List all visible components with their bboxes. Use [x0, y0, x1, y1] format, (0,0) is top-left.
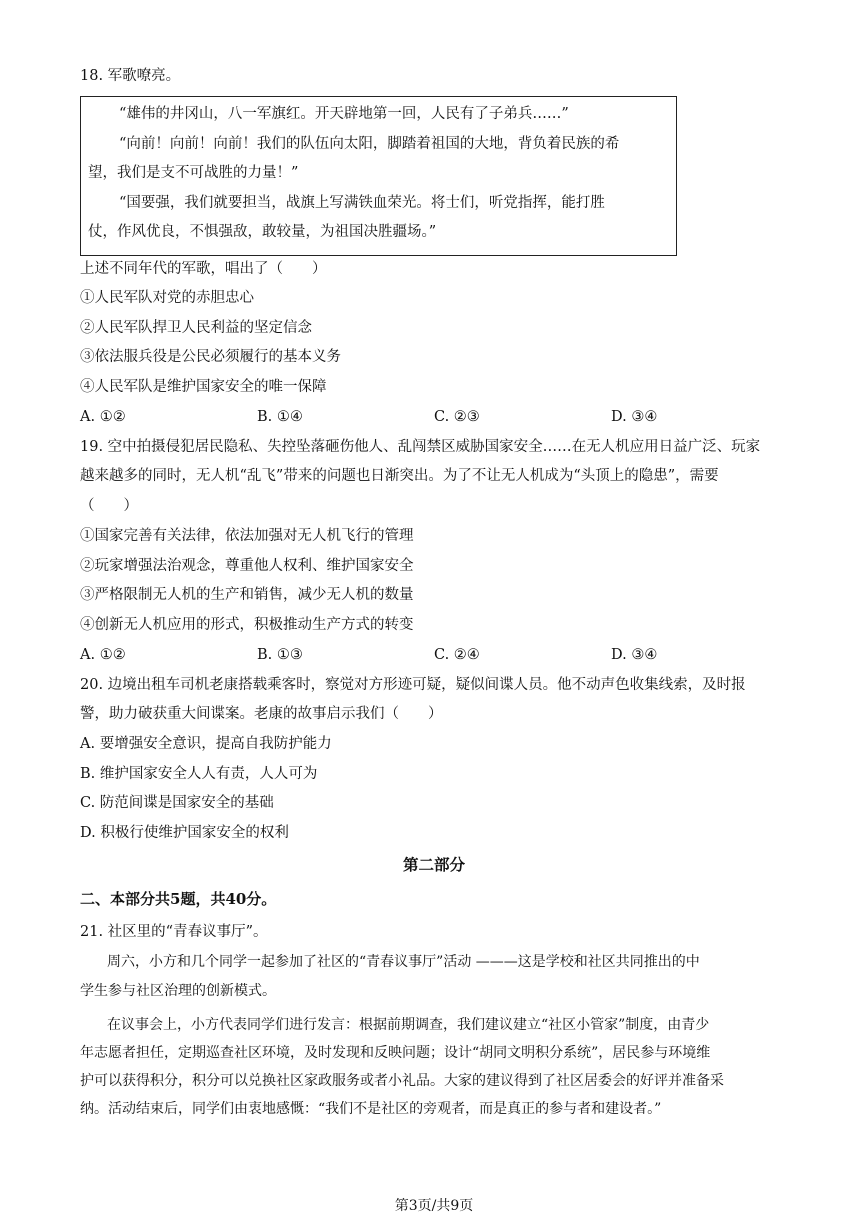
q19-statement-3: ③严格限制无人机的生产和销售，减少无人机的数量	[80, 587, 414, 603]
q18-lyric-3: 望，我们是支不可战胜的力量！”	[88, 165, 299, 181]
q21-para-line-6: 纳。活动结束后，同学们由衷地感慨：“我们不是社区的旁观者，而是真正的参与者和建设者。”	[80, 1101, 662, 1117]
q19-option-a: A. ①②	[80, 647, 126, 663]
q19-option-c: C. ②④	[434, 647, 480, 663]
q18-stem: 上述不同年代的军歌，唱出了（ ）	[80, 261, 327, 277]
q19-stem-line-2: 越来越多的同时，无人机“乱飞”带来的问题也日渐突出。为了不让无人机成为“头顶上的隐患”，需要	[80, 468, 719, 484]
q18-title: 18. 军歌嘹亮。	[80, 68, 181, 84]
q19-option-d: D. ③④	[611, 647, 658, 663]
part2-section-title: 二、本部分共5题，共40分。	[80, 890, 277, 908]
q19-statement-1: ①国家完善有关法律，依法加强对无人机飞行的管理	[80, 528, 414, 544]
q20-option-d: D. 积极行使维护国家安全的权利	[80, 825, 289, 841]
q19-option-b: B. ①③	[257, 647, 303, 663]
q18-lyric-5: 仗，作风优良，不惧强敌，敢较量，为祖国决胜疆场。”	[88, 224, 437, 240]
q18-statement-4: ④人民军队是维护国家安全的唯一保障	[80, 379, 327, 395]
q20-option-a: A. 要增强安全意识，提高自我防护能力	[80, 736, 332, 752]
q21-para-line-1: 周六，小方和几个同学一起参加了社区的“青春议事厅”活动 ———这是学校和社区共同推出的中	[107, 954, 700, 970]
q21-para-line-2: 学生参与社区治理的创新模式。	[80, 983, 276, 999]
q20-stem-line-2: 警，助力破获重大间谍案。老康的故事启示我们（ ）	[80, 706, 443, 722]
q18-option-a: A. ①②	[80, 409, 126, 425]
q20-option-b: B. 维护国家安全人人有责，人人可为	[80, 766, 318, 782]
q20-option-c: C. 防范间谍是国家安全的基础	[80, 795, 274, 811]
q18-option-b: B. ①④	[257, 409, 303, 425]
q18-lyric-1: “雄伟的井冈山，八一军旗红。开天辟地第一回，人民有了子弟兵……”	[119, 106, 569, 122]
q18-lyric-4: “国要强，我们就要担当，战旗上写满铁血荣光。将士们，听党指挥，能打胜	[119, 195, 605, 211]
q21-para-line-3: 在议事会上，小方代表同学们进行发言：根据前期调查，我们建议建立“社区小管家”制度，由青少	[107, 1017, 710, 1033]
page-footer: 第3页/共9页	[394, 1198, 474, 1214]
q21-title: 21. 社区里的“青春议事厅”。	[80, 924, 268, 940]
q19-statement-4: ④创新无人机应用的形式，积极推动生产方式的转变	[80, 617, 414, 633]
q18-lyric-2: “向前！向前！向前！我们的队伍向太阳，脚踏着祖国的大地，背负着民族的希	[119, 136, 620, 152]
q18-statement-2: ②人民军队捍卫人民利益的坚定信念	[80, 320, 312, 336]
q19-stem-line-1: 19. 空中拍摄侵犯居民隐私、失控坠落砸伤他人、乱闯禁区威胁国家安全……在无人机应用日益广泛、玩家	[80, 439, 761, 455]
q19-statement-2: ②玩家增强法治观念，尊重他人权利、维护国家安全	[80, 558, 414, 574]
q18-statement-3: ③依法服兵役是公民必须履行的基本义务	[80, 349, 341, 365]
q18-option-c: C. ②③	[434, 409, 480, 425]
q21-para-line-4: 年志愿者担任，定期巡查社区环境，及时发现和反映问题；设计“胡同文明积分系统”，居民参与环境维	[80, 1045, 711, 1061]
part2-heading: 第二部分	[402, 855, 465, 874]
q18-statement-1: ①人民军队对党的赤胆忠心	[80, 290, 254, 306]
q19-stem-line-3: （ ）	[80, 498, 138, 514]
q20-stem-line-1: 20. 边境出租车司机老康搭载乘客时，察觉对方形迹可疑，疑似间谍人员。他不动声色收集线索，及时报	[80, 677, 746, 693]
q21-para-line-5: 护可以获得积分，积分可以兑换社区家政服务或者小礼品。大家的建议得到了社区居委会的好评并准备采	[80, 1073, 724, 1089]
q18-option-d: D. ③④	[611, 409, 658, 425]
